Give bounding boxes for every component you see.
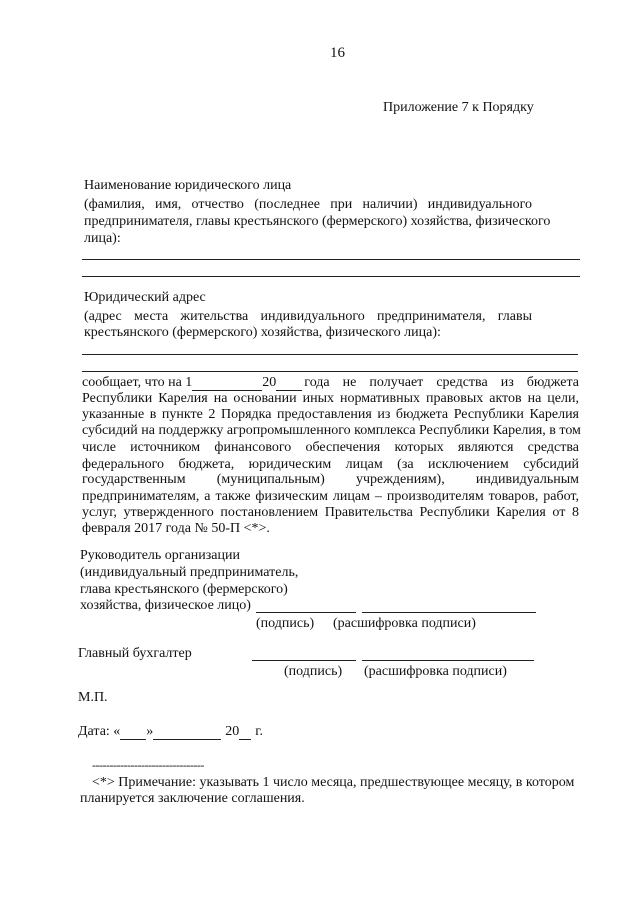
year-blank[interactable] [276,377,302,391]
body-line-2: Республики Карелия на основании иных нормативных правовых актов на цели, [82,391,579,406]
page-number: 16 [330,45,345,61]
body-line-8: предпринимателям, а также физическим лицам – производителям товаров, работ, [82,489,579,504]
legal-entity-heading: Наименование юридического лица [84,178,292,193]
head-decryption-caption: (расшифровка подписи) [333,616,476,631]
head-title-line-3: глава крестьянского (фермерского) [80,582,288,597]
body-intro-text: сообщает, что на 1 [82,375,193,390]
body-line-3: указанные в пункте 2 Порядка предоставления из бюджета Республики Карелия [82,407,579,422]
footnote-line-1: <*> Примечание: указывать 1 число месяца, предшествующее месяцу, в котором [92,775,575,790]
date-line [78,724,263,740]
head-decryption-line[interactable] [362,612,536,613]
legal-entity-fill-line-1[interactable] [82,259,580,260]
body-year-prefix: 20 [262,375,277,390]
stamp-place: М.П. [78,690,108,705]
footnote-separator: -------------------------------- [92,758,204,772]
day-month-blank[interactable] [192,377,262,391]
address-hint-line-1: (адрес места жительства индивидуального предпринимателя, главы [84,309,532,324]
body-line-6: федерального бюджета, юридическим лицам (за исключением субсидий [82,457,579,472]
address-heading: Юридический адрес [84,290,206,305]
head-signature-caption: (подпись) [256,616,315,631]
appendix-reference: Приложение 7 к Порядку [383,100,534,115]
body-line-9: услуг, утвержденного постановлением Правительства Республики Карелия от 8 [82,505,579,520]
head-title-line-2: (индивидуальный предприниматель, [80,565,299,580]
head-title-line-1: Руководитель организации [80,548,240,563]
address-hint-line-2: крестьянского (фермерского) хозяйства, физического лица): [84,325,441,340]
head-title-line-4: хозяйства, физическое лицо) [80,598,251,613]
date-year-prefix: 20 [225,724,240,739]
body-line-10: февраля 2017 года № 50-П <*>. [82,521,270,536]
date-label: Дата: « [78,724,121,739]
head-signature-line[interactable] [256,612,356,613]
footnote-line-2: планируется заключение соглашения. [80,791,305,806]
body-line-4: субсидий на поддержку агропромышленного комплекса Республики Карелия, в том [82,423,581,438]
legal-entity-hint-line-1: (фамилия, имя, отчество (последнее при наличии) индивидуального [84,197,532,212]
accountant-decryption-line[interactable] [362,660,534,661]
date-day-blank[interactable] [120,726,146,740]
accountant-title: Главный бухгалтер [78,646,192,661]
address-fill-line-2[interactable] [82,371,578,372]
accountant-decryption-caption: (расшифровка подписи) [364,664,507,679]
legal-entity-hint-line-3: лица): [84,231,121,246]
legal-entity-hint-line-2: предпринимателя, главы крестьянского (фермерского) хозяйства, физического [84,214,551,229]
legal-entity-fill-line-2[interactable] [82,276,580,277]
date-year-suffix: г. [255,724,263,739]
accountant-signature-line[interactable] [252,660,356,661]
body-line-7: государственным (муниципальным) учреждениям), индивидуальным [82,472,579,487]
date-year-blank[interactable] [239,726,251,740]
body-line-5: числе источником финансового обеспечения которых являются средства [82,440,579,455]
address-fill-line-1[interactable] [82,354,578,355]
body-first-line [82,375,579,391]
body-intro-tail: года не получает средства из бюджета [304,375,579,390]
date-quote-close: » [146,724,154,739]
accountant-signature-caption: (подпись) [284,664,343,679]
date-month-blank[interactable] [153,726,221,740]
